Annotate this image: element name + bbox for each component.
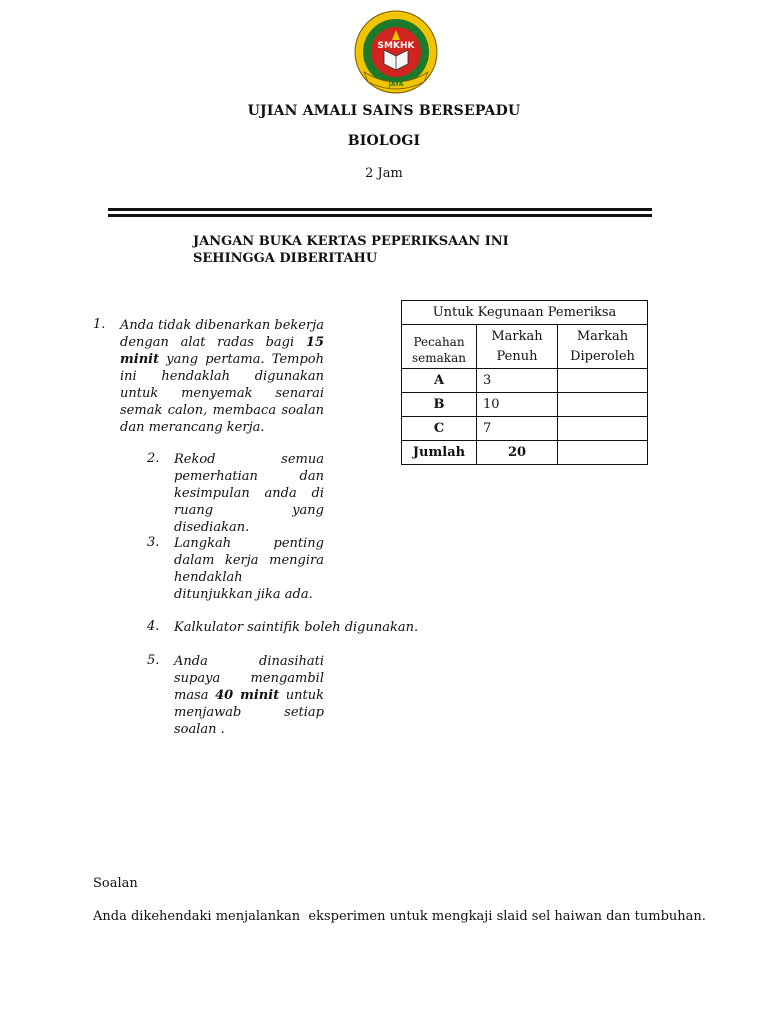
row-full-marks: 10 [477,393,558,417]
warning-notice [193,233,509,267]
row-section: C [402,417,477,441]
instruction-5: Anda dinasihati supaya mengambil masa 40 minit untuk menjawab setiap soalan . [174,654,324,737]
instruction-5-number: 5. [147,653,160,668]
row-obtained-marks[interactable] [558,393,648,417]
question-label: Soalan [93,876,138,891]
logo-text: SMKHK [377,41,415,51]
subject-title: BIOLOGI [347,133,421,149]
row-section: A [402,369,477,393]
row-full-marks: 20 [477,441,558,465]
instruction-1: Anda tidak dibenarkan bekerja dengan alat radas bagi 15 minit yang pertama. Tempoh ini hendaklah digunakan untuk menyemak senarai semak calon, membaca soalan dan merancang kerja. [120,318,324,435]
row-obtained-marks[interactable] [558,417,648,441]
instruction-4-number: 4. [147,619,160,634]
instruction-1-number: 1. [93,317,106,332]
row-full-marks: 7 [477,417,558,441]
instruction-2-number: 2. [147,451,160,466]
header-full-marks: Markah Penuh [477,325,558,369]
examiner-marks-table [401,300,648,465]
instruction-3-number: 3. [147,535,160,550]
exam-title: UJIAN AMALI SAINS BERSEPADU [247,103,521,119]
divider-line-bottom [108,214,652,217]
table-row [402,417,648,441]
table-caption: Untuk Kegunaan Pemeriksa [402,301,648,325]
question-text: Anda dikehendaki menjalankan eksperimen untuk mengkaji slaid sel haiwan dan tumbuhan. [93,909,706,924]
table-row [402,393,648,417]
row-section: Jumlah [402,441,477,465]
table-row [402,369,648,393]
divider-line-top [108,208,652,211]
header-obtained-marks: Markah Diperoleh [558,325,648,369]
row-obtained-marks[interactable] [558,369,648,393]
instruction-2: Rekod semua pemerhatian dan kesimpulan anda di ruang yang disediakan. [174,452,324,535]
table-row-total [402,441,648,465]
row-full-marks: 3 [477,369,558,393]
row-obtained-marks[interactable] [558,441,648,465]
instruction-4: Kalkulator saintifik boleh digunakan. [174,620,419,635]
school-crest-logo [354,10,438,94]
warning-line-1: JANGAN BUKA KERTAS PEPERIKSAAN INI [193,234,509,249]
instruction-3: Langkah penting dalam kerja mengira hendaklah ditunjukkan jika ada. [174,536,324,602]
row-section: B [402,393,477,417]
logo-ribbon-text: JAYA [388,81,404,88]
header-section: Pecahan semakan [402,325,477,369]
warning-line-2: SEHINGGA DIBERITAHU [193,251,378,266]
duration: 2 Jam [365,166,403,181]
